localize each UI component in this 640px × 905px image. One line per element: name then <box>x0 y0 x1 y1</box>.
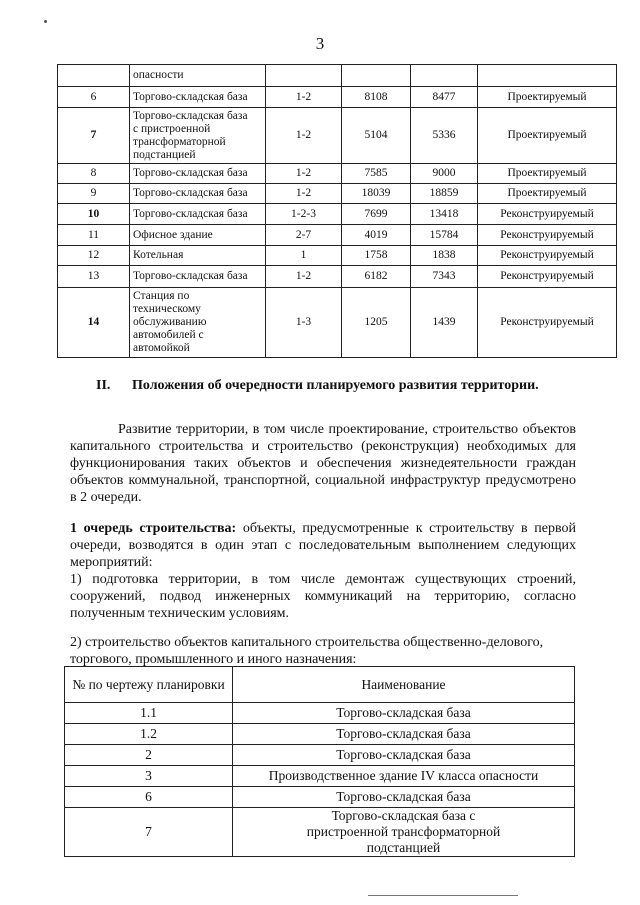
table-row <box>58 204 617 225</box>
area-1: 1758 <box>342 246 411 266</box>
section-title: Положения об очередности планируемого развития территории. <box>132 378 539 393</box>
table-row <box>58 266 617 288</box>
header-name: Наименование <box>233 667 575 703</box>
area-1: 7699 <box>342 204 411 225</box>
status: Проектируемый <box>478 87 617 108</box>
object-name-line: обслуживанию <box>133 316 207 328</box>
object-name-line: Станция по <box>133 290 190 302</box>
table-row <box>65 808 575 857</box>
object-name <box>130 204 266 225</box>
first-stage-text: объекты, предусмотренные к строительству в первой очереди, возводятся в один этап с последовательным выполнением следующих мероприятий: <box>70 521 576 570</box>
object-name-line: Торгово-складская база <box>133 109 248 122</box>
object-name-line: Торгово-складская база <box>133 90 248 103</box>
object-name-line: Котельная <box>133 249 184 261</box>
object-name: Торгово-складская база <box>233 787 575 808</box>
area-2: 1838 <box>411 246 478 266</box>
row-number: 7 <box>58 108 130 164</box>
status: Реконструируемый <box>478 246 617 266</box>
table-row <box>58 65 617 87</box>
footer-line <box>368 895 518 896</box>
table-row <box>58 288 617 358</box>
table-row <box>58 225 617 246</box>
paragraph-development: Развитие территории, в том числе проектирование, строительство объектов капитального строительства и строительство (реконструкция) необходимых для функционирования таких объектов и обеспечения жизнедеятельности граждан объектов коммунальной, транспортной, социальной инфраструктур предусмотрено в 2 очереди. <box>70 422 576 505</box>
area-2: 15784 <box>411 225 478 246</box>
floors <box>266 65 342 87</box>
status: Реконструируемый <box>478 225 617 246</box>
object-name <box>130 288 266 358</box>
row-number: 6 <box>58 87 130 108</box>
object-name-line: Офисное здание <box>133 228 213 241</box>
object-name-line: техническому <box>133 303 201 315</box>
drawing-number: 6 <box>65 787 233 808</box>
row-number: 14 <box>58 288 130 358</box>
status: Реконструируемый <box>478 288 617 358</box>
area-2: 18859 <box>411 184 478 204</box>
table-row <box>58 164 617 184</box>
first-stage-label: 1 очередь строительства: <box>70 521 237 536</box>
object-name <box>130 184 266 204</box>
object-name <box>130 108 266 164</box>
area-1: 1205 <box>342 288 411 358</box>
section-number: II. <box>96 378 111 393</box>
object-name: Торгово-складская база <box>233 724 575 745</box>
area-1: 18039 <box>342 184 411 204</box>
area-2: 13418 <box>411 204 478 225</box>
object-name <box>130 266 266 288</box>
area-2: 5336 <box>411 108 478 164</box>
row-number: 10 <box>58 204 130 225</box>
area-2 <box>411 65 478 87</box>
page-number: 3 <box>315 34 325 53</box>
table-row <box>58 87 617 108</box>
object-name-line: Торгово-складская база <box>133 207 248 220</box>
floors: 1-2 <box>266 184 342 204</box>
object-name <box>130 246 266 266</box>
floors: 1-2 <box>266 164 342 184</box>
floors: 1-2 <box>266 87 342 108</box>
object-name-line: Торгово-складская база <box>133 187 248 199</box>
object-name-line: автомобилей с <box>133 329 204 341</box>
status: Проектируемый <box>478 108 617 164</box>
table-row <box>65 766 575 787</box>
table-row <box>65 703 575 724</box>
area-1: 7585 <box>342 164 411 184</box>
row-number: 12 <box>58 246 130 266</box>
header-drawing-number: № по чертежу планировки <box>65 667 233 703</box>
object-name: Производственное здание IV класса опасности <box>233 766 575 787</box>
drawing-number: 1.2 <box>65 724 233 745</box>
object-name: Торгово-складская база <box>233 745 575 766</box>
object-name-line: Торгово-складская база <box>133 270 248 282</box>
paragraph-first-stage <box>70 520 576 571</box>
table-row <box>65 787 575 808</box>
area-1 <box>342 65 411 87</box>
object-name <box>130 164 266 184</box>
floors: 1-3 <box>266 288 342 358</box>
objects-table <box>57 64 617 358</box>
drawing-number: 3 <box>65 766 233 787</box>
table-header-row <box>65 667 575 703</box>
object-name-line: опасности <box>133 69 184 81</box>
object-name-line: с пристроенной <box>133 122 211 135</box>
table-row <box>65 724 575 745</box>
object-name: Торгово-складская база с пристроенной трансформаторной подстанцией <box>233 808 575 857</box>
floors: 1-2-3 <box>266 204 342 225</box>
status: Реконструируемый <box>478 266 617 288</box>
first-stage-table <box>64 666 575 857</box>
row-number: 8 <box>58 164 130 184</box>
floors: 1 <box>266 246 342 266</box>
object-name: Торгово-складская база <box>233 703 575 724</box>
row-number: 13 <box>58 266 130 288</box>
table-row <box>58 184 617 204</box>
object-name <box>130 65 266 87</box>
object-name-line: трансформаторной <box>133 135 226 148</box>
area-1: 6182 <box>342 266 411 288</box>
object-name <box>130 225 266 246</box>
table-row <box>58 246 617 266</box>
scan-speck <box>44 20 47 23</box>
status: Проектируемый <box>478 164 617 184</box>
drawing-number: 7 <box>65 808 233 857</box>
area-1: 8108 <box>342 87 411 108</box>
object-name <box>130 87 266 108</box>
status: Проектируемый <box>478 184 617 204</box>
area-2: 9000 <box>411 164 478 184</box>
area-1: 4019 <box>342 225 411 246</box>
floors: 1-2 <box>266 108 342 164</box>
row-number <box>58 65 130 87</box>
object-name-line: подстанцией <box>133 148 196 161</box>
paragraph-construction: 2) строительство объектов капитального строительства общественно-делового, <box>70 635 544 650</box>
table-row <box>65 745 575 766</box>
paragraph-construction-cont: торгового, промышленного и иного назначения: <box>70 652 357 667</box>
floors: 1-2 <box>266 266 342 288</box>
status: Реконструируемый <box>478 204 617 225</box>
drawing-number: 1.1 <box>65 703 233 724</box>
object-name-line: Торгово-складская база <box>133 167 248 179</box>
status <box>478 65 617 87</box>
section-heading <box>96 378 596 394</box>
row-number: 9 <box>58 184 130 204</box>
row-number: 11 <box>58 225 130 246</box>
floors: 2-7 <box>266 225 342 246</box>
area-2: 1439 <box>411 288 478 358</box>
object-name-line: автомойкой <box>133 342 190 354</box>
paragraph-preparation: 1) подготовка территории, в том числе демонтаж существующих строений, сооружений, подвод инженерных коммуникаций на территорию, согласно полученным техническим условиям. <box>70 572 576 621</box>
area-2: 8477 <box>411 87 478 108</box>
table-row <box>58 108 617 164</box>
area-2: 7343 <box>411 266 478 288</box>
area-1: 5104 <box>342 108 411 164</box>
drawing-number: 2 <box>65 745 233 766</box>
